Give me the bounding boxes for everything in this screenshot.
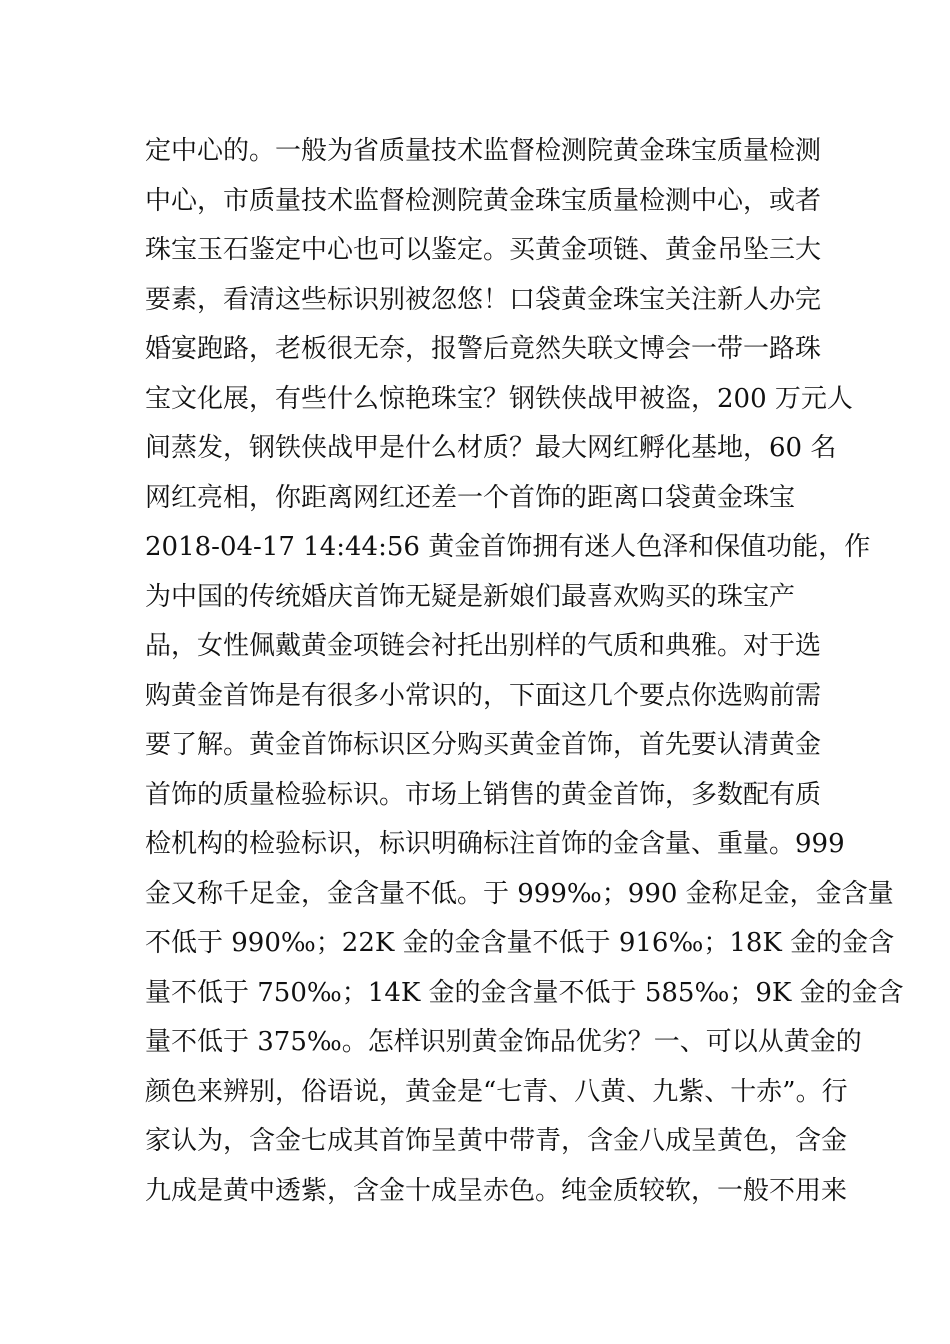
text-line: 九成是黄中透紫，含金十成呈赤色。纯金质较软，一般不用来 — [145, 1175, 848, 1206]
text-line: 为中国的传统婚庆首饰无疑是新娘们最喜欢购买的珠宝产 — [145, 581, 796, 612]
text-line: 首饰的质量检验标识。市场上销售的黄金首饰，多数配有质 — [145, 779, 822, 810]
text-line: 购黄金首饰是有很多小常识的，下面这几个要点你选购前需 — [145, 680, 822, 711]
text-line: 2018-04-17 14:44:56 黄金首饰拥有迷人色泽和保值功能，作 — [145, 532, 871, 562]
text-line: 品，女性佩戴黄金项链会衬托出别样的气质和典雅。对于选 — [145, 631, 822, 661]
text-line: 婚宴跑路，老板很无奈，报警后竟然失联文博会一带一路珠 — [145, 334, 822, 364]
text-line: 间蒸发，钢铁侠战甲是什么材质？最大网红孵化基地，60 名 — [145, 433, 837, 463]
text-line: 不低于 990‰；22K 金的金含量不低于 916‰；18K 金的金含 — [145, 928, 895, 958]
text-line: 定中心的。一般为省质量技术监督检测院黄金珠宝质量检测 — [145, 136, 822, 166]
text-line: 中心，市质量技术监督检测院黄金珠宝质量检测中心，或者 — [145, 185, 822, 216]
text-line: 量不低于 375‰。怎样识别黄金饰品优劣？一、可以从黄金的 — [145, 1027, 862, 1057]
text-line: 金又称千足金，金含量不低。于 999‰；990 金称足金，金含量 — [145, 878, 894, 909]
text-line: 珠宝玉石鉴定中心也可以鉴定。买黄金项链、黄金吊坠三大 — [145, 235, 822, 265]
body-text — [145, 127, 904, 1216]
text-line: 检机构的检验标识，标识明确标注首饰的金含量、重量。999 — [145, 829, 845, 859]
text-line: 量不低于 750‰；14K 金的金含量不低于 585‰；9K 金的金含 — [145, 977, 904, 1008]
text-line: 要了解。黄金首饰标识区分购买黄金首饰，首先要认清黄金 — [145, 730, 822, 760]
text-line: 宝文化展，有些什么惊艳珠宝？钢铁侠战甲被盗，200 万元人 — [145, 383, 853, 414]
text-line: 网红亮相，你距离网红还差一个首饰的距离口袋黄金珠宝 — [145, 482, 796, 513]
text-line: 要素，看清这些标识别被忽悠！口袋黄金珠宝关注新人办完 — [145, 284, 822, 315]
text-line: 颜色来辨别，俗语说，黄金是“七青、八黄、九紫、十赤”。行 — [145, 1076, 848, 1107]
text-line: 家认为，含金七成其首饰呈黄中带青，含金八成呈黄色，含金 — [145, 1126, 848, 1156]
